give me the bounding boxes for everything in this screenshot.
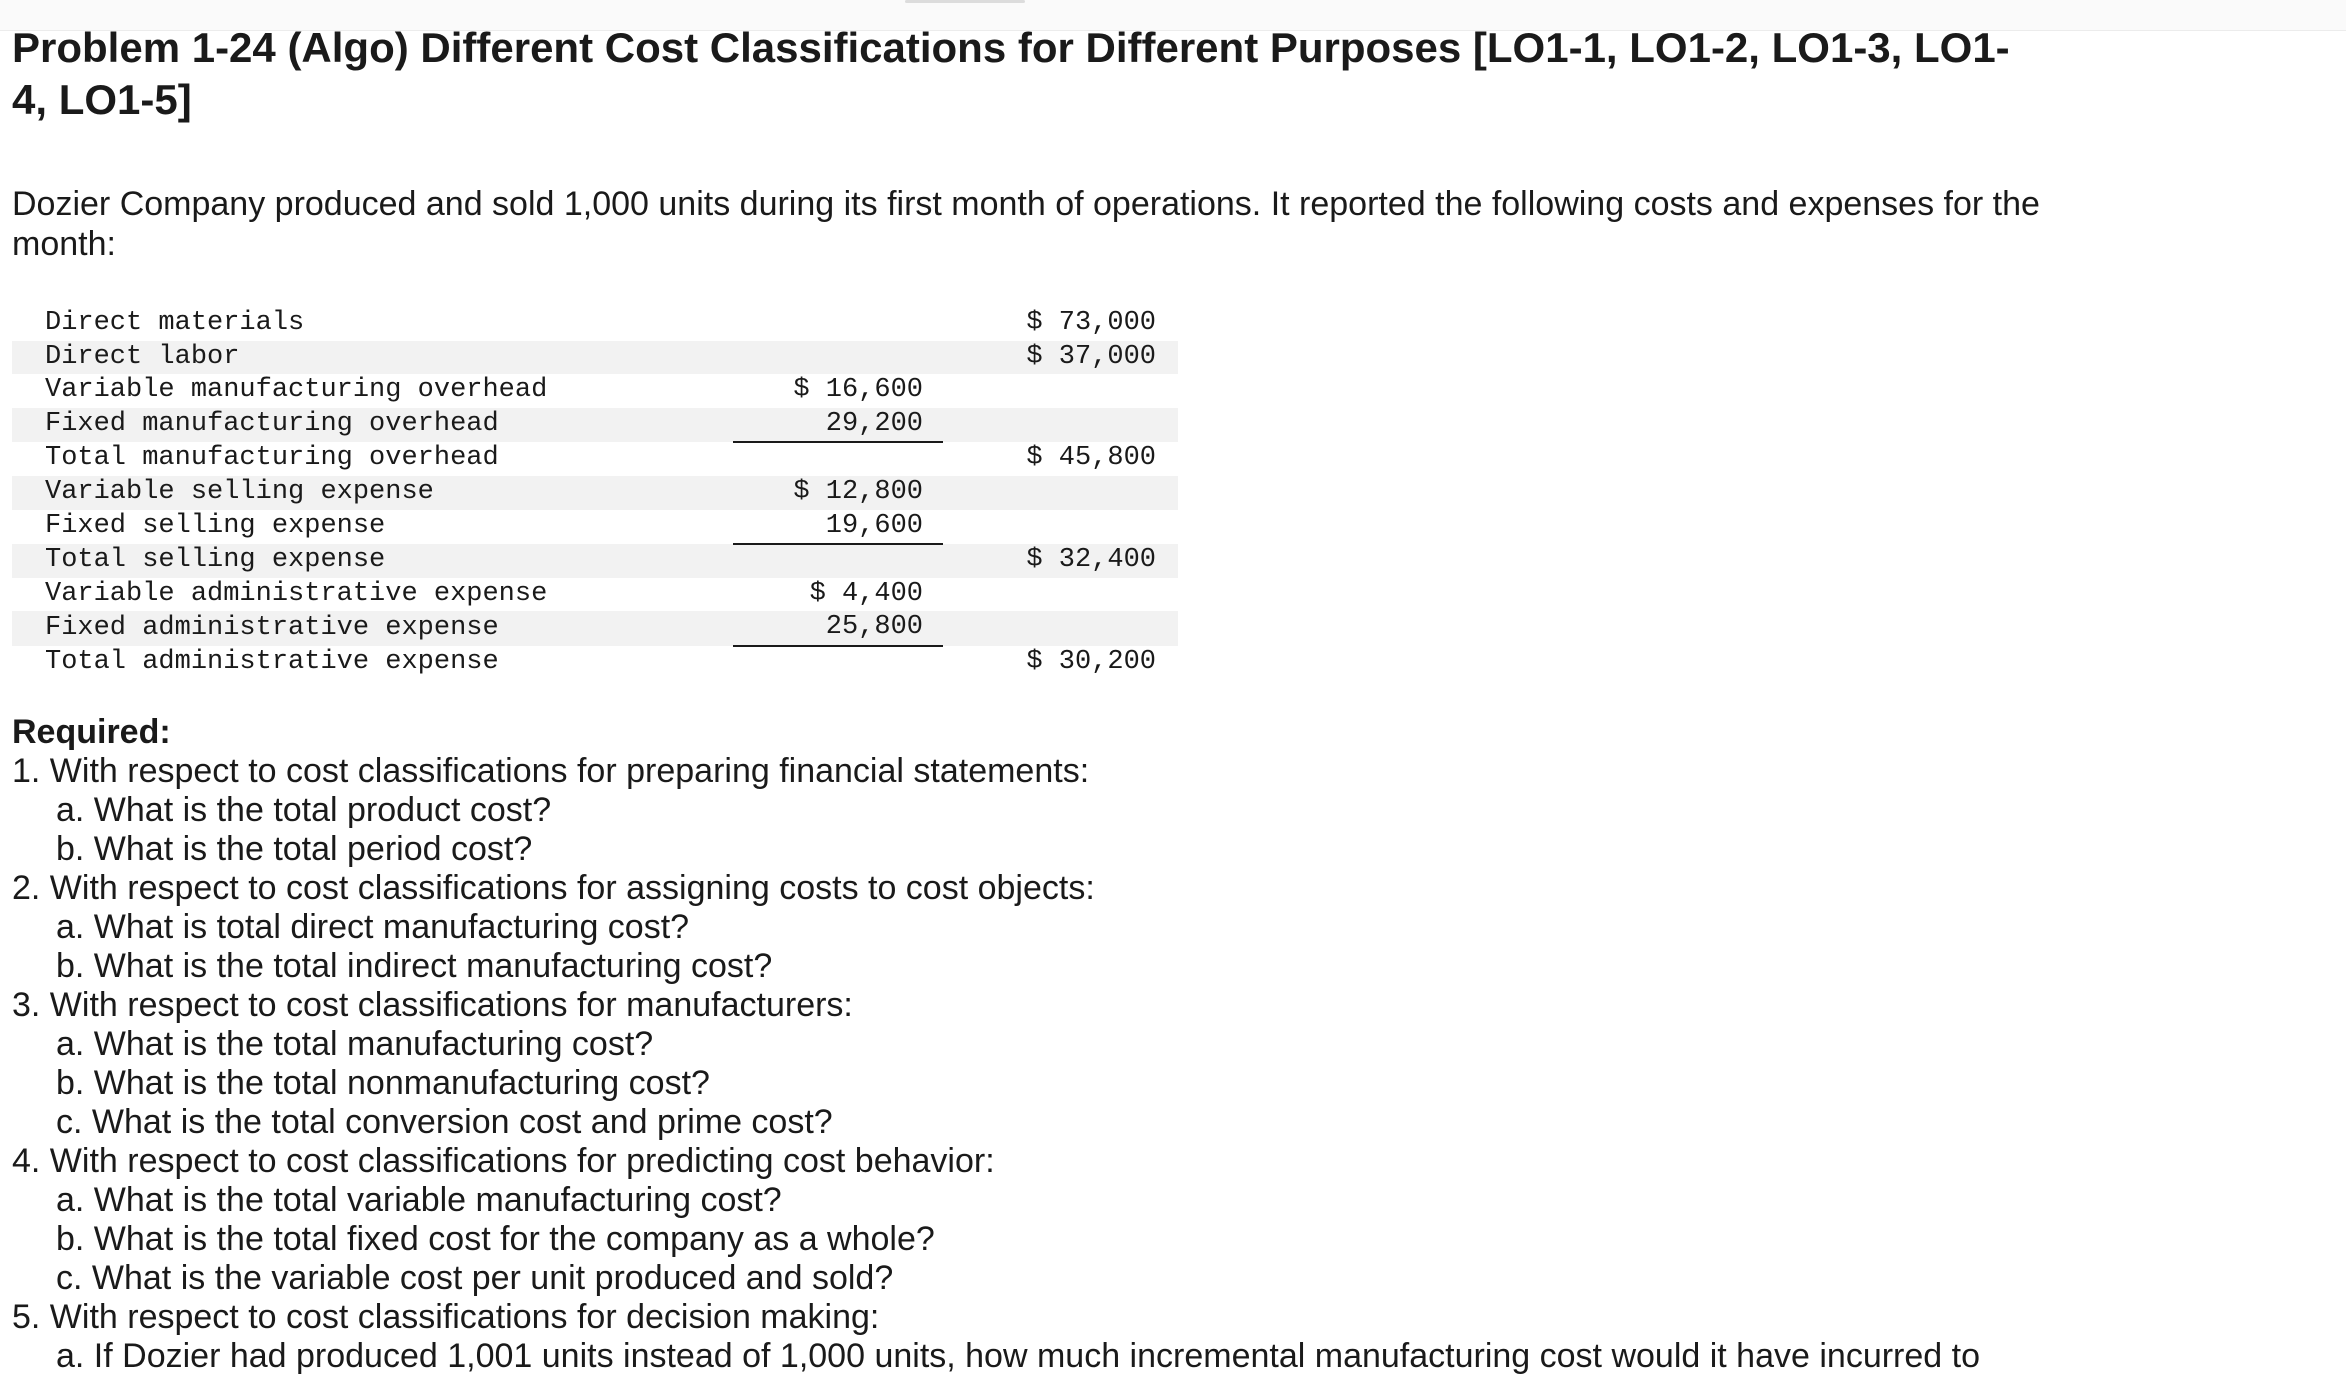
row-amount-total: [991, 578, 1178, 612]
table-row: [12, 442, 1178, 476]
row-amount-total: [991, 476, 1178, 510]
required-heading: Required:: [12, 713, 171, 751]
row-amount-subtotal: [733, 341, 943, 375]
question-5: 5. With respect to cost classifications for decision making:: [12, 1298, 880, 1336]
row-amount-subtotal: 29,200: [733, 408, 943, 443]
question-4b: b. What is the total fixed cost for the company as a whole?: [56, 1220, 935, 1258]
problem-title: Problem 1-24 (Algo) Different Cost Classifications for Different Purposes [LO1-1, LO1-2, LO1-3, LO1-4, LO1-5]: [12, 24, 2010, 123]
table-row: [12, 544, 1178, 578]
row-amount-subtotal: 19,600: [733, 510, 943, 545]
table-row: [12, 307, 1178, 341]
row-amount-subtotal: [733, 307, 943, 341]
table-row: [12, 341, 1178, 375]
row-amount-subtotal: $ 12,800: [733, 476, 943, 510]
question-1a: a. What is the total product cost?: [56, 791, 552, 829]
row-amount-subtotal: [733, 544, 943, 578]
row-gap: [943, 374, 991, 408]
row-amount-subtotal: $ 16,600: [793, 375, 923, 406]
question-1b: b. What is the total period cost?: [56, 830, 533, 868]
row-amount-total: $ 73,000: [1026, 308, 1156, 338]
row-gap: [943, 544, 991, 578]
row-amount-total: [991, 510, 1178, 545]
row-label: Variable administrative expense: [45, 578, 548, 609]
row-amount-subtotal: [733, 646, 943, 680]
row-amount-subtotal: [733, 442, 943, 476]
row-gap: [943, 442, 991, 476]
row-amount-total: $ 45,800: [1026, 443, 1156, 474]
question-3c: c. What is the total conversion cost and prime cost?: [56, 1103, 833, 1141]
question-4: 4. With respect to cost classifications for predicting cost behavior:: [12, 1142, 995, 1180]
top-tab-indicator: [905, 0, 1025, 3]
question-4a: a. What is the total variable manufacturing cost?: [56, 1181, 782, 1219]
row-amount-total: $ 37,000: [991, 341, 1178, 375]
row-amount-total: [991, 408, 1178, 443]
question-1: 1. With respect to cost classifications for preparing financial statements:: [12, 752, 1090, 790]
row-gap: [943, 510, 991, 545]
row-gap: [943, 578, 991, 612]
row-gap: [943, 646, 991, 680]
row-gap: [943, 307, 991, 341]
row-amount-subtotal: $ 4,400: [809, 578, 923, 609]
question-5a: a. If Dozier had produced 1,001 units instead of 1,000 units, how much incremental manufacturing cost would it have incurred to: [56, 1337, 1980, 1375]
row-label: Total manufacturing overhead: [45, 443, 499, 474]
question-3b: b. What is the total nonmanufacturing cost?: [56, 1064, 710, 1102]
row-amount-total: [991, 611, 1178, 646]
table-row: [12, 611, 1178, 646]
table-row: [12, 374, 1178, 408]
row-label: Direct labor: [12, 341, 733, 375]
question-2: 2. With respect to cost classifications for assigning costs to cost objects:: [12, 869, 1095, 907]
question-4c: c. What is the variable cost per unit produced and sold?: [56, 1259, 894, 1297]
row-amount-total: $ 32,400: [991, 544, 1178, 578]
cost-table: [12, 307, 1178, 680]
row-label: Total selling expense: [12, 544, 733, 578]
row-label: Variable selling expense: [12, 476, 733, 510]
row-label: Fixed administrative expense: [12, 611, 733, 646]
question-2b: b. What is the total indirect manufacturing cost?: [56, 947, 773, 985]
row-gap: [943, 476, 991, 510]
table-row: [12, 646, 1178, 680]
row-gap: [943, 408, 991, 443]
row-label: Total administrative expense: [45, 646, 499, 677]
row-label: Fixed selling expense: [45, 511, 386, 542]
question-3a: a. What is the total manufacturing cost?: [56, 1025, 654, 1063]
question-3: 3. With respect to cost classifications for manufacturers:: [12, 986, 853, 1024]
table-row: [12, 510, 1178, 545]
row-gap: [943, 341, 991, 375]
row-label: Fixed manufacturing overhead: [12, 408, 733, 443]
question-2a: a. What is total direct manufacturing cost?: [56, 908, 690, 946]
table-row: [12, 408, 1178, 443]
row-gap: [943, 611, 991, 646]
row-amount-total: $ 30,200: [1026, 646, 1156, 677]
table-row: [12, 578, 1178, 612]
row-amount-total: [991, 374, 1178, 408]
row-label: Variable manufacturing overhead: [45, 375, 548, 406]
required-section: [12, 713, 2312, 1376]
row-label: Direct materials: [45, 308, 305, 338]
row-amount-subtotal: 25,800: [733, 611, 943, 646]
problem-intro: Dozier Company produced and sold 1,000 units during its first month of operations. It reported the following costs and expenses for the month:: [12, 185, 2040, 263]
table-row: [12, 476, 1178, 510]
